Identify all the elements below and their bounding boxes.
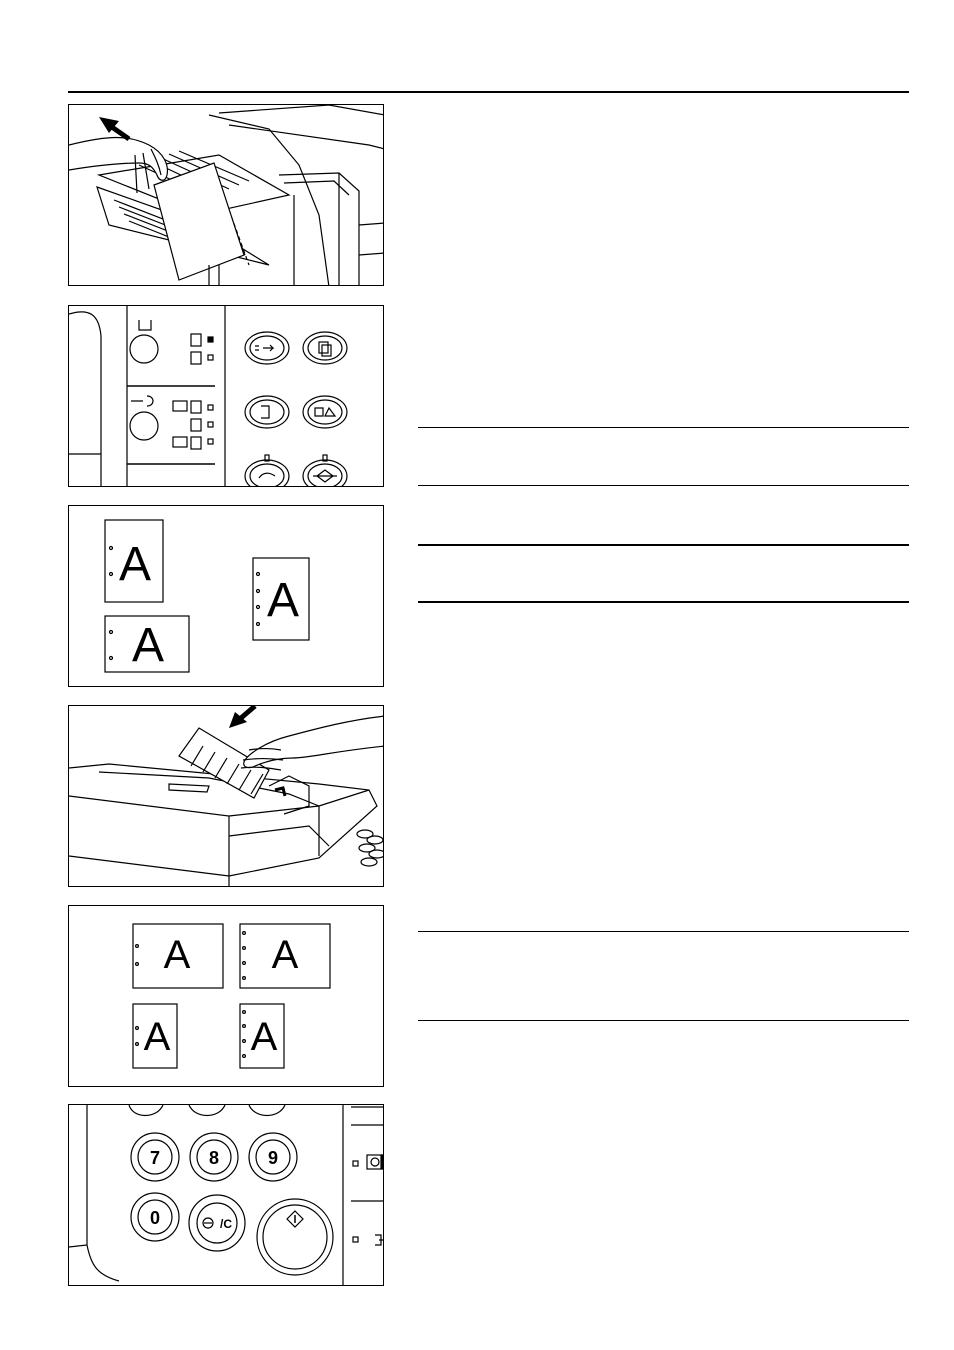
- figure-original-orientation: [68, 505, 384, 687]
- key-9: 9: [267, 1148, 279, 1168]
- note-rule-5: [418, 931, 909, 932]
- note-rule-3: [418, 544, 909, 546]
- key-8: 8: [208, 1148, 220, 1168]
- figure-operation-panel: [68, 305, 384, 487]
- header-rule: [68, 91, 909, 93]
- note-rule-2: [418, 485, 909, 486]
- letter-a-1: A: [163, 933, 191, 977]
- note-rule-4: [418, 601, 909, 603]
- figure-set-originals: [68, 705, 384, 887]
- figure-originals-set: [68, 905, 384, 1087]
- letter-a-portrait: A: [118, 538, 152, 591]
- arrow-icon: [229, 706, 255, 728]
- indicator-lamp-icon: [208, 337, 213, 342]
- clear-stop-icon: [203, 1218, 213, 1228]
- figure-start-key: [68, 1104, 384, 1286]
- letter-a-right: A: [266, 574, 300, 627]
- key-0: 0: [149, 1208, 161, 1228]
- key-7: 7: [149, 1148, 161, 1168]
- note-rule-1: [418, 427, 909, 428]
- letter-a-2: A: [271, 933, 299, 977]
- letter-a-4: A: [250, 1015, 278, 1059]
- arrow-icon: [99, 117, 129, 139]
- indicator-lamp-icon: [353, 1161, 358, 1166]
- letter-a-landscape: A: [131, 619, 165, 672]
- figure-open-tray: [68, 104, 384, 286]
- start-key-icon: [287, 1211, 303, 1227]
- note-rule-6: [418, 1020, 909, 1021]
- letter-a-3: A: [143, 1015, 171, 1059]
- clear-stop-label: /C: [220, 1217, 232, 1231]
